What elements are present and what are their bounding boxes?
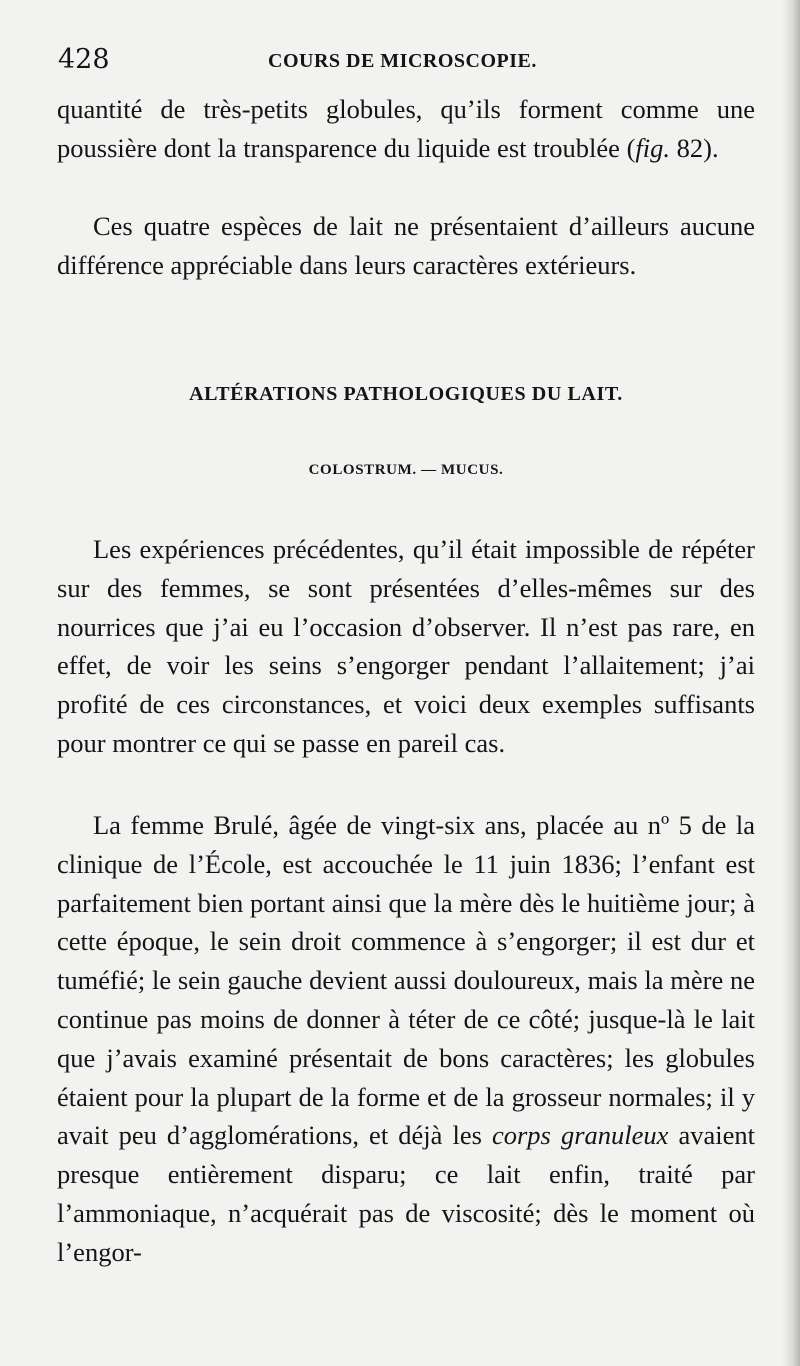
page-header xyxy=(58,44,758,84)
paragraph-text: 82). xyxy=(670,132,719,163)
figure-reference: fig. xyxy=(635,132,671,163)
paragraph-text: Ces quatre espèces de lait ne présentaient d’ailleurs aucune différence appréciable dans leurs caractères extérieurs. xyxy=(57,211,755,280)
subsection-heading: COLOSTRUM. — MUCUS. xyxy=(308,462,504,478)
section-heading: ALTÉRATIONS PATHOLOGIQUES DU LAIT. xyxy=(189,383,623,405)
paragraph xyxy=(57,207,755,285)
italic-term: corps granuleux xyxy=(491,1120,669,1151)
paragraph-continuation xyxy=(57,90,755,168)
paragraph-text: avaient presque entièrement disparu; ce lait enfin, traité par l’ammoniaque, n’acquérait pas de viscosité; dès le moment où l’engor- xyxy=(57,1120,755,1267)
paragraph xyxy=(57,530,755,763)
paragraph xyxy=(57,806,755,1272)
paragraph-text: La femme Brulé, âgée de vingt-six ans, placée au nº 5 de la clinique de l’École, est accouchée le 11 juin 1836; l’enfant est parfaitement bien portant ainsi que la mère dès le huitième jour; à cette époque, le sein droit commence à s’engorger; il est dur et tuméfié; le sein gauche devient aussi douloureux, mais la mère ne continue pas moins de donner à téter de ce côté; jusque-là le lait que j’avais examiné présentait de bons caractères; les globules étaient pour la plupart de la forme et de la grosseur normales; il y avait peu d’agglomérations, et déjà les xyxy=(57,810,755,1151)
page-number: 428 xyxy=(58,44,110,75)
page-edge-shadow xyxy=(782,0,800,1366)
running-head: COURS DE MICROSCOPIE. xyxy=(268,50,537,72)
paragraph-text: Les expériences précédentes, qu’il était impossible de répéter sur des femmes, se sont présentées d’elles-mêmes sur des nourrices que j’ai eu l’occasion d’observer. Il n’est pas rare, en effet, de voir les seins s’engorger pendant l’allaitement; j’ai profité de ces circonstances, et voici deux exemples suffisants pour montrer ce qui se passe en pareil cas. xyxy=(57,534,755,758)
paragraph-text: quantité de très-petits globules, qu’ils forment comme une poussière dont la transparence du liquide est troublée ( xyxy=(57,94,755,163)
